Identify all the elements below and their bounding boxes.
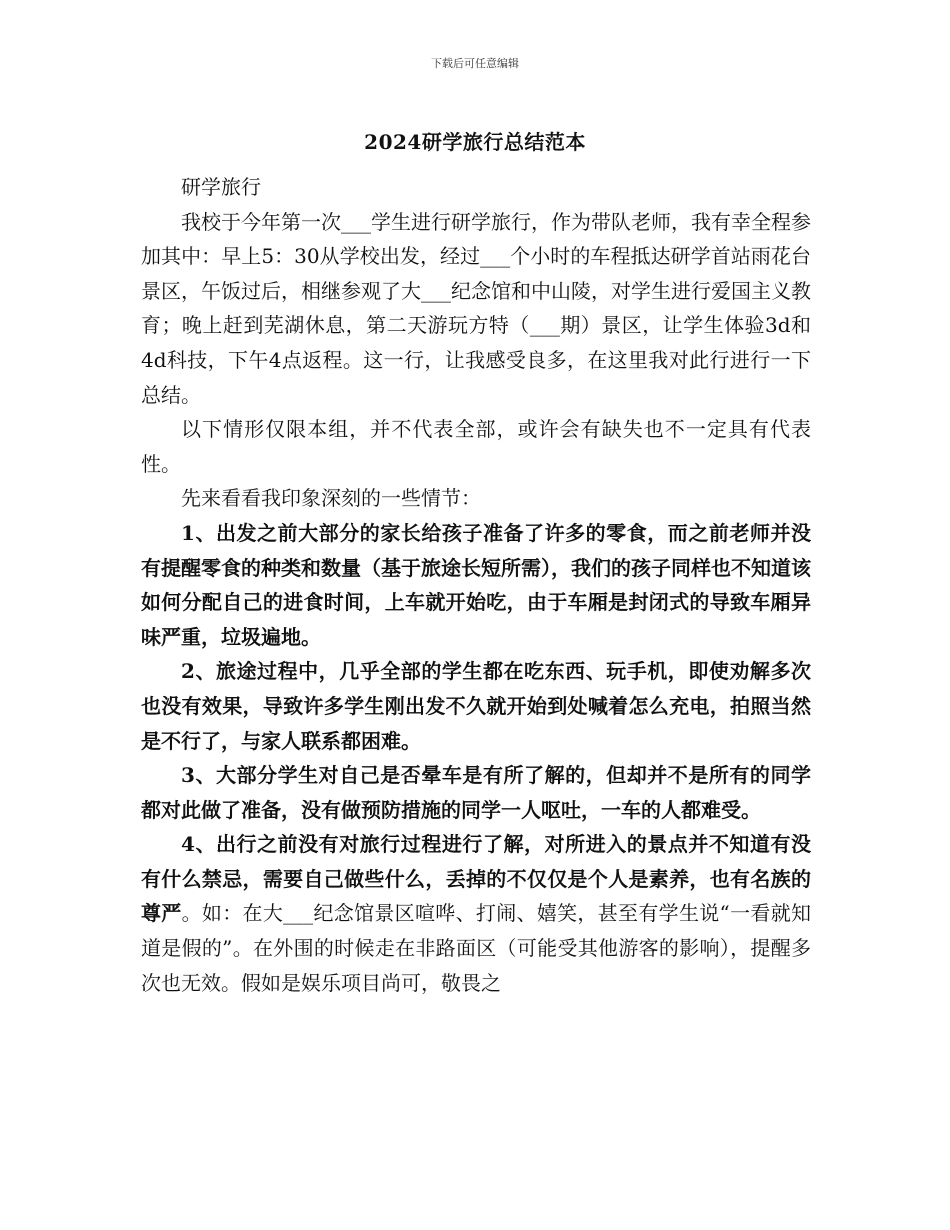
section-heading: 研学旅行: [181, 175, 261, 199]
header-note: 下载后可任意编辑: [431, 57, 519, 70]
paragraph-intro: 我校于今年第一次___学生进行研学旅行，作为带队老师，我有幸全程参加其中：早上5：30从学校出发，经过___个小时的车程抵达研学首站雨花台景区，午饭过后，相继参观了大___纪念馆和中山陵，对学生进行爱国主义教育；晚上赶到芜湖休息，第二天游玩方特（___期）景区，让学生体验3d和4d科技，下午4点返程。这一行，让我感受良多，在这里我对此行进行一下总结。: [141, 209, 811, 407]
paragraph-disclaimer: 以下情形仅限本组，并不代表全部，或许会有缺失也不一定具有代表性。: [141, 417, 811, 476]
paragraph-item-1: 1、出发之前大部分的家长给孩子准备了许多的零食，而之前老师并没有提醒零食的种类和数量（基于旅途长短所需），我们的孩子同样也不知道该如何分配自己的进食时间，上车就开始吃，由于车厢是封闭式的导致车厢异味严重，垃圾遍地。: [141, 520, 811, 649]
paragraph-item-4-bold: 4、出行之前没有对旅行过程进行了解，对所进入的景点并不知道有没有什么禁忌，需要自己做些什么，丢掉的不仅仅是个人是素养，也有名族的尊严: [141, 832, 811, 926]
paragraph-lead-in: 先来看看我印象深刻的一些情节：: [181, 486, 481, 511]
paragraph-item-4: [141, 827, 811, 1000]
document-body: [141, 170, 811, 1000]
paragraph-item-3: 3、大部分学生对自己是否晕车是有所了解的，但却并不是所有的同学都对此做了准备，没有做预防措施的同学一人呕吐，一车的人都难受。: [141, 763, 811, 822]
paragraph-item-4-normal: 。如：在大___纪念馆景区喧哗、打闹、嬉笑，甚至有学生说“一看就知道是假的”。在外围的时候走在非路面区（可能受其他游客的影响），提醒多次也无效。假如是娱乐项目尚可，敬畏之: [141, 901, 812, 995]
document-title: 2024研学旅行总结范本: [364, 130, 586, 154]
paragraph-item-2: 2、旅途过程中，几乎全部的学生都在吃东西、玩手机，即使劝解多次也没有效果，导致许多学生刚出发不久就开始到处喊着怎么充电，拍照当然是不行了，与家人联系都困难。: [141, 659, 811, 753]
